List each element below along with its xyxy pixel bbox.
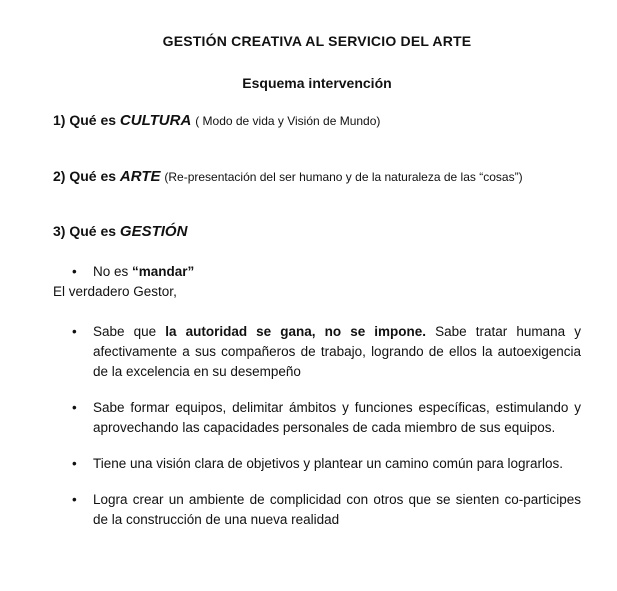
item-term: CULTURA	[119, 112, 192, 129]
gestor-intro: El verdadero Gestor,	[53, 284, 177, 299]
document-title: GESTIÓN CREATIVA AL SERVICIO DEL ARTE	[162, 33, 472, 49]
bullet-vision	[53, 454, 581, 474]
numbered-item-gestion	[53, 221, 581, 242]
bullet-bold-text: “mandar”	[132, 264, 195, 279]
bullet-text: Sabe tratar humana y afectivamente a sus compañeros de trabajo, logrando de ellos la autoexigencia de la excelencia en su desempeño	[93, 324, 581, 379]
bullet-complicidad	[53, 490, 581, 530]
numbered-item-cultura	[53, 110, 581, 131]
item-note: ( Modo de vida y Visión de Mundo)	[195, 114, 381, 128]
gestor-bullet-list	[53, 322, 581, 530]
bullet-text: Logra crear un ambiente de complicidad con otros que se sienten co-participes de la construcción de una nueva realidad	[93, 492, 581, 527]
document-subtitle: Esquema intervención	[242, 75, 392, 91]
bullet-text: Sabe formar equipos, delimitar ámbitos y funciones específicas, estimulando y aprovechando las capacidades personales de cada miembro de sus equipos.	[93, 400, 581, 435]
bullet-bold-text: la autoridad se gana, no se impone.	[165, 324, 427, 339]
bullet-no-es-mandar	[53, 262, 581, 282]
bullet-text: Tiene una visión clara de objetivos y plantear un camino común para lograrlos.	[93, 456, 564, 471]
item-term: ARTE	[119, 168, 161, 185]
bullet-equipos	[53, 398, 581, 438]
item-question: 2) Qué es	[53, 168, 120, 184]
item-term: GESTIÓN	[119, 223, 188, 240]
item-note: (Re-presentación del ser humano y de la naturaleza de las “cosas”)	[164, 170, 523, 184]
item-question: 3) Qué es	[53, 223, 120, 239]
numbered-item-arte	[53, 166, 581, 187]
bullet-text: No es	[93, 264, 133, 279]
no-es-bullet-list	[53, 262, 581, 282]
bullet-autoridad	[53, 322, 581, 382]
item-question: 1) Qué es	[53, 112, 120, 128]
bullet-text: Sabe que	[93, 324, 166, 339]
